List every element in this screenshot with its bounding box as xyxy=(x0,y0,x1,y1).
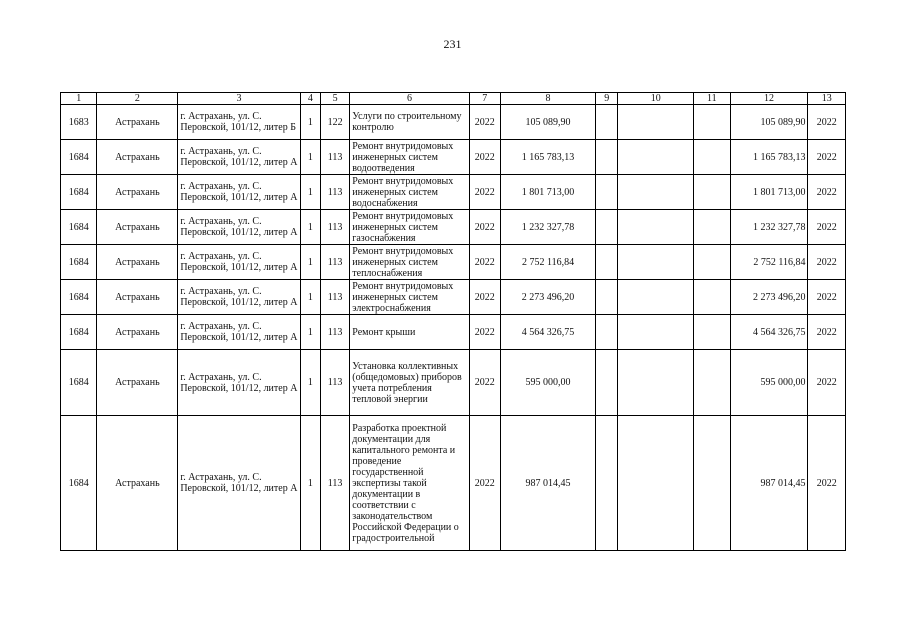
row-work: Ремонт внутридомовых инженерных систем теплоснабжения xyxy=(350,245,469,280)
row-col5: 113 xyxy=(320,175,349,210)
row-address: г. Астрахань, ул. С. Перовской, 101/12, литер А xyxy=(178,175,300,210)
row-col11 xyxy=(694,315,730,350)
row-total: 2 752 116,84 xyxy=(730,245,808,280)
row-year: 2022 xyxy=(469,245,500,280)
row-col4: 1 xyxy=(300,210,320,245)
row-year: 2022 xyxy=(469,210,500,245)
row-col11 xyxy=(694,175,730,210)
column-number: 2 xyxy=(97,93,178,105)
row-col4: 1 xyxy=(300,416,320,551)
row-col5: 113 xyxy=(320,210,349,245)
table-row xyxy=(61,315,846,350)
row-amount: 1 232 327,78 xyxy=(500,210,595,245)
row-col9 xyxy=(596,416,618,551)
table-row xyxy=(61,245,846,280)
row-col4: 1 xyxy=(300,140,320,175)
table-row xyxy=(61,280,846,315)
capital-repair-table xyxy=(60,92,846,551)
table-row xyxy=(61,140,846,175)
row-col13: 2022 xyxy=(808,105,846,140)
column-number: 8 xyxy=(500,93,595,105)
row-col9 xyxy=(596,315,618,350)
row-amount: 2 273 496,20 xyxy=(500,280,595,315)
row-year: 2022 xyxy=(469,140,500,175)
row-col10 xyxy=(618,140,694,175)
row-city: Астрахань xyxy=(97,210,178,245)
row-amount: 105 089,90 xyxy=(500,105,595,140)
row-address: г. Астрахань, ул. С. Перовской, 101/12, литер А xyxy=(178,245,300,280)
row-col11 xyxy=(694,280,730,315)
row-id: 1684 xyxy=(61,280,97,315)
row-total: 4 564 326,75 xyxy=(730,315,808,350)
row-city: Астрахань xyxy=(97,245,178,280)
row-work: Разработка проектной документации для капитального ремонта и проведение государственной экспертизы такой документации в соответствии с законодательством Российской Федерации о градостроительной xyxy=(350,416,469,551)
row-address: г. Астрахань, ул. С. Перовской, 101/12, литер А xyxy=(178,350,300,416)
row-total: 105 089,90 xyxy=(730,105,808,140)
row-col11 xyxy=(694,350,730,416)
row-total: 1 165 783,13 xyxy=(730,140,808,175)
column-number: 6 xyxy=(350,93,469,105)
row-col10 xyxy=(618,245,694,280)
row-id: 1684 xyxy=(61,416,97,551)
row-city: Астрахань xyxy=(97,140,178,175)
column-number: 11 xyxy=(694,93,730,105)
row-id: 1684 xyxy=(61,350,97,416)
row-col13: 2022 xyxy=(808,350,846,416)
row-col10 xyxy=(618,315,694,350)
table-row xyxy=(61,350,846,416)
row-col13: 2022 xyxy=(808,416,846,551)
row-year: 2022 xyxy=(469,315,500,350)
row-col4: 1 xyxy=(300,105,320,140)
column-number: 10 xyxy=(618,93,694,105)
row-id: 1684 xyxy=(61,140,97,175)
row-city: Астрахань xyxy=(97,350,178,416)
row-work: Услуги по строительному контролю xyxy=(350,105,469,140)
row-col5: 113 xyxy=(320,140,349,175)
row-col13: 2022 xyxy=(808,140,846,175)
row-total: 2 273 496,20 xyxy=(730,280,808,315)
row-col9 xyxy=(596,350,618,416)
row-col11 xyxy=(694,210,730,245)
row-work: Ремонт внутридомовых инженерных систем электроснабжения xyxy=(350,280,469,315)
row-col5: 113 xyxy=(320,245,349,280)
row-col4: 1 xyxy=(300,280,320,315)
table-row xyxy=(61,105,846,140)
row-work: Ремонт внутридомовых инженерных систем газоснабжения xyxy=(350,210,469,245)
table-row xyxy=(61,210,846,245)
table-row xyxy=(61,416,846,551)
row-amount: 2 752 116,84 xyxy=(500,245,595,280)
row-address: г. Астрахань, ул. С. Перовской, 101/12, литер А xyxy=(178,140,300,175)
row-col9 xyxy=(596,105,618,140)
row-year: 2022 xyxy=(469,280,500,315)
row-col5: 113 xyxy=(320,315,349,350)
row-col13: 2022 xyxy=(808,210,846,245)
column-number: 5 xyxy=(320,93,349,105)
row-amount: 987 014,45 xyxy=(500,416,595,551)
row-city: Астрахань xyxy=(97,175,178,210)
row-amount: 1 165 783,13 xyxy=(500,140,595,175)
row-id: 1683 xyxy=(61,105,97,140)
column-number: 4 xyxy=(300,93,320,105)
row-col13: 2022 xyxy=(808,175,846,210)
row-col5: 113 xyxy=(320,280,349,315)
row-col5: 113 xyxy=(320,416,349,551)
row-id: 1684 xyxy=(61,315,97,350)
row-work: Установка коллективных (общедомовых) приборов учета потребления тепловой энергии xyxy=(350,350,469,416)
row-city: Астрахань xyxy=(97,315,178,350)
table-row xyxy=(61,175,846,210)
column-number: 1 xyxy=(61,93,97,105)
row-col10 xyxy=(618,416,694,551)
row-amount: 595 000,00 xyxy=(500,350,595,416)
row-col11 xyxy=(694,140,730,175)
row-col9 xyxy=(596,210,618,245)
row-col11 xyxy=(694,416,730,551)
column-number: 9 xyxy=(596,93,618,105)
column-number: 12 xyxy=(730,93,808,105)
row-total: 595 000,00 xyxy=(730,350,808,416)
row-work: Ремонт крыши xyxy=(350,315,469,350)
row-year: 2022 xyxy=(469,416,500,551)
row-id: 1684 xyxy=(61,210,97,245)
row-col4: 1 xyxy=(300,245,320,280)
row-col11 xyxy=(694,245,730,280)
row-col9 xyxy=(596,245,618,280)
row-col4: 1 xyxy=(300,315,320,350)
row-col4: 1 xyxy=(300,175,320,210)
row-col5: 113 xyxy=(320,350,349,416)
row-amount: 1 801 713,00 xyxy=(500,175,595,210)
row-col10 xyxy=(618,350,694,416)
column-number-row xyxy=(61,93,846,105)
row-total: 987 014,45 xyxy=(730,416,808,551)
row-col9 xyxy=(596,280,618,315)
row-col10 xyxy=(618,175,694,210)
row-address: г. Астрахань, ул. С. Перовской, 101/12, литер А xyxy=(178,280,300,315)
row-address: г. Астрахань, ул. С. Перовской, 101/12, литер Б xyxy=(178,105,300,140)
row-col4: 1 xyxy=(300,350,320,416)
row-col10 xyxy=(618,105,694,140)
row-city: Астрахань xyxy=(97,280,178,315)
row-address: г. Астрахань, ул. С. Перовской, 101/12, литер А xyxy=(178,315,300,350)
row-year: 2022 xyxy=(469,350,500,416)
row-col9 xyxy=(596,175,618,210)
row-col11 xyxy=(694,105,730,140)
row-col9 xyxy=(596,140,618,175)
row-address: г. Астрахань, ул. С. Перовской, 101/12, литер А xyxy=(178,210,300,245)
row-work: Ремонт внутридомовых инженерных систем водоотведения xyxy=(350,140,469,175)
column-number: 13 xyxy=(808,93,846,105)
column-number: 7 xyxy=(469,93,500,105)
row-amount: 4 564 326,75 xyxy=(500,315,595,350)
row-col5: 122 xyxy=(320,105,349,140)
row-col13: 2022 xyxy=(808,280,846,315)
row-address: г. Астрахань, ул. С. Перовской, 101/12, литер А xyxy=(178,416,300,551)
row-id: 1684 xyxy=(61,245,97,280)
row-id: 1684 xyxy=(61,175,97,210)
row-year: 2022 xyxy=(469,105,500,140)
column-number: 3 xyxy=(178,93,300,105)
row-year: 2022 xyxy=(469,175,500,210)
row-col10 xyxy=(618,280,694,315)
page-number: 231 xyxy=(443,37,462,51)
row-col13: 2022 xyxy=(808,245,846,280)
row-col13: 2022 xyxy=(808,315,846,350)
row-total: 1 232 327,78 xyxy=(730,210,808,245)
row-col10 xyxy=(618,210,694,245)
row-work: Ремонт внутридомовых инженерных систем водоснабжения xyxy=(350,175,469,210)
row-total: 1 801 713,00 xyxy=(730,175,808,210)
row-city: Астрахань xyxy=(97,416,178,551)
row-city: Астрахань xyxy=(97,105,178,140)
